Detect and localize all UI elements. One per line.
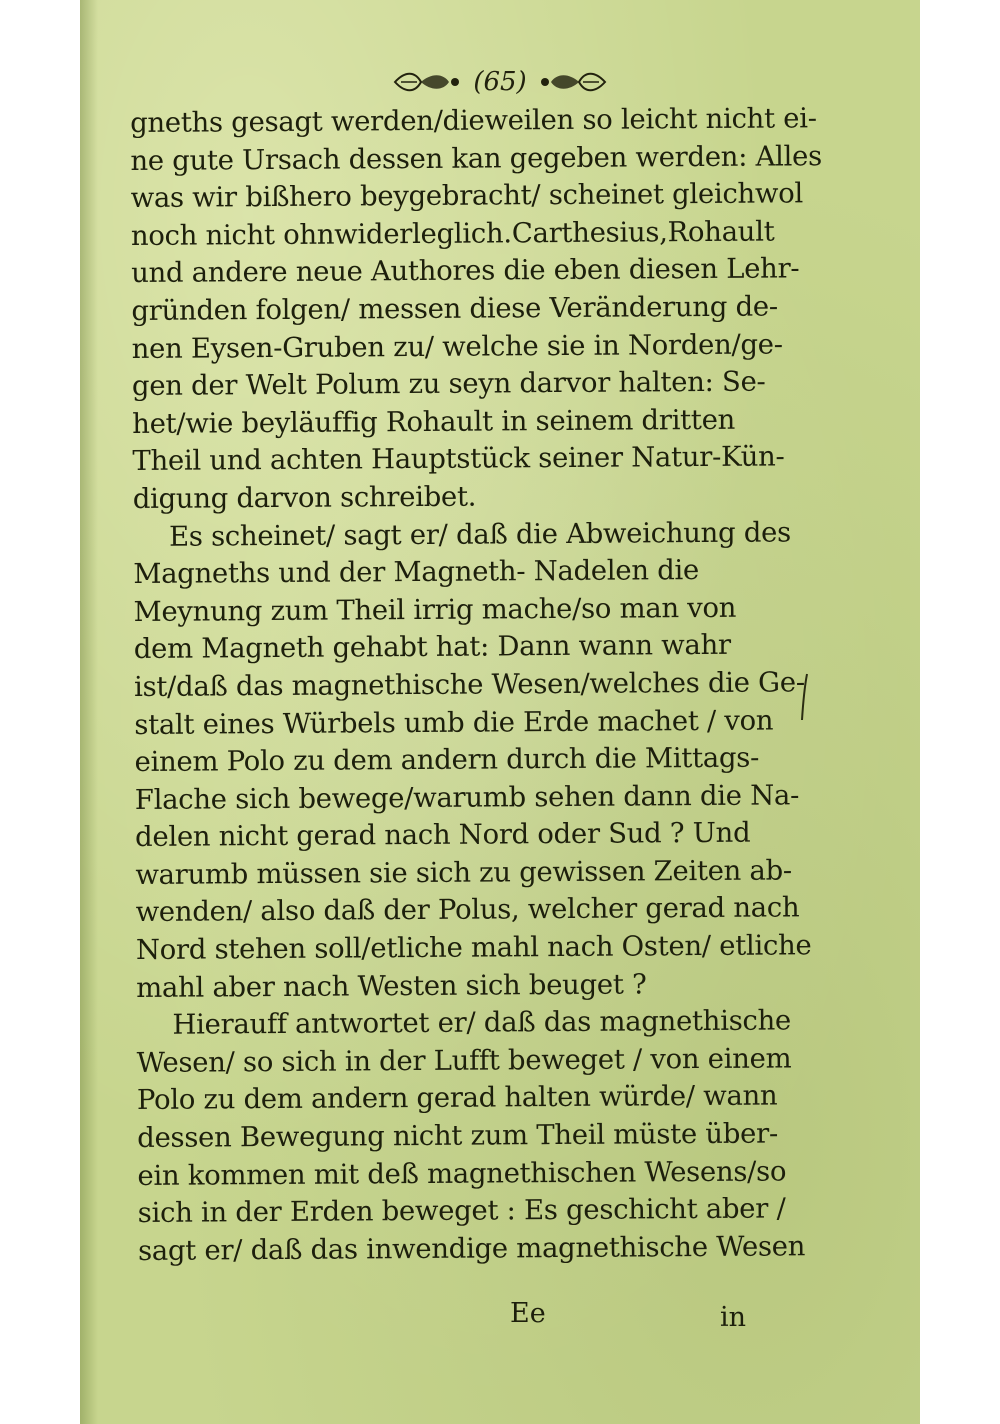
text-line: het/wie beyläuffig Rohault in seinem dritten bbox=[132, 403, 736, 440]
text-line: gneths gesagt werden/dieweilen so leicht nicht ei- bbox=[130, 102, 817, 139]
text-line: nen Eysen-Gruben zu/ welche sie in Norden/ge- bbox=[131, 328, 783, 365]
text-line: einem Polo zu dem andern durch die Mittags- bbox=[134, 741, 760, 779]
text-line: Flache sich bewege/warumb sehen dann die Na- bbox=[134, 779, 800, 816]
text-line: ein kommen mit deß magnethischen Wesens/so bbox=[137, 1155, 787, 1192]
paragraph-start-line: Es scheinet/ sagt er/ daß die Abweichung des bbox=[168, 515, 791, 553]
text-line: wenden/ also daß der Polus, welcher gerad nach bbox=[135, 891, 800, 929]
margin-mark-icon bbox=[800, 672, 810, 722]
text-line: mahl aber nach Westen sich beuget ? bbox=[136, 968, 647, 1004]
text-line: gen der Welt Polum zu seyn darvor halten: Se- bbox=[131, 365, 766, 403]
text-line: ne gute Ursach dessen kan gegeben werden: Alles bbox=[130, 139, 822, 177]
text-line: Polo zu dem andern gerad halten würde/ wann bbox=[136, 1079, 778, 1117]
text-line: und andere neue Authores die eben diesen Lehr- bbox=[131, 252, 800, 290]
text-line: dessen Bewegung nicht zum Theil müste über- bbox=[137, 1117, 778, 1155]
text-line: Wesen/ so sich in der Lufft beweget / von einem bbox=[136, 1042, 792, 1079]
page-number: (65) bbox=[473, 67, 527, 97]
text-line: sagt er/ daß das inwendige magnethische Wesen bbox=[137, 1230, 806, 1267]
text-line: Theil und achten Hauptstück seiner Natur-Kün- bbox=[132, 440, 785, 478]
text-line: noch nicht ohnwiderleglich.Carthesius,Rohault bbox=[130, 215, 775, 252]
paragraph-start-line: Hierauff antwortet er/ daß das magnethische bbox=[172, 1004, 792, 1041]
text-line: dem Magneth gehabt hat: Dann wann wahr bbox=[133, 629, 731, 666]
text-line: sich in der Erden beweget : Es geschicht aber / bbox=[137, 1192, 786, 1230]
fleuron-right-icon bbox=[537, 69, 609, 95]
page-footer bbox=[80, 1298, 920, 1338]
text-line: Meynung zum Theil irrig mache/so man von bbox=[133, 591, 737, 628]
text-line: warumb müssen sie sich zu gewissen Zeiten ab- bbox=[135, 854, 792, 891]
page-header bbox=[80, 62, 920, 102]
body-text bbox=[130, 100, 822, 1270]
signature-mark: Ee bbox=[510, 1298, 546, 1329]
catchword: in bbox=[720, 1302, 747, 1333]
text-line: ist/daß das magnethische Wesen/welches die Ge- bbox=[133, 666, 805, 703]
text-line: was wir bißhero beygebracht/ scheinet gleichwol bbox=[130, 177, 804, 215]
text-line: Magneths und der Magneth- Nadelen die bbox=[133, 554, 700, 591]
text-line: stalt eines Würbels umb die Erde machet / von bbox=[134, 704, 774, 741]
fleuron-left-icon bbox=[391, 69, 463, 95]
text-line: Nord stehen soll/etliche mahl nach Osten/ etliche bbox=[135, 929, 812, 967]
text-line: gründen folgen/ messen diese Veränderung de- bbox=[131, 290, 778, 327]
page-gutter-shadow bbox=[80, 0, 98, 1424]
book-page bbox=[80, 0, 920, 1424]
text-line: digung darvon schreibet. bbox=[132, 480, 477, 515]
text-line: delen nicht gerad nach Nord oder Sud ? Und bbox=[135, 816, 751, 854]
